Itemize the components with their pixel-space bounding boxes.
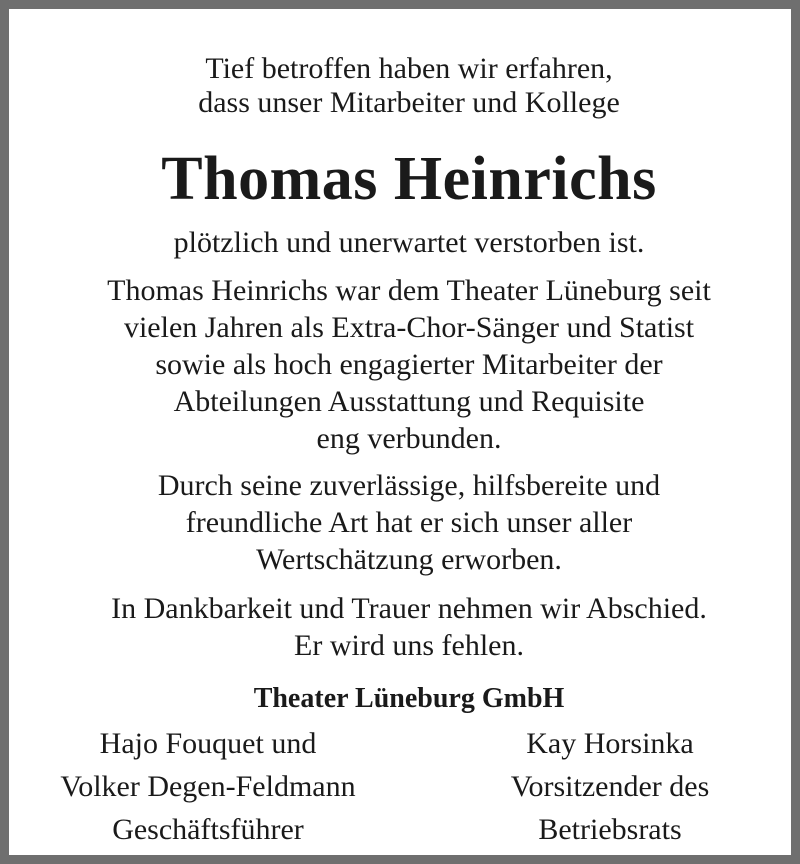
farewell-line: In Dankbarkeit und Trauer nehmen wir Abschied.: [111, 592, 707, 625]
farewell-line: Er wird uns fehlen.: [294, 629, 524, 662]
character-paragraph: [18, 467, 800, 578]
tribute-line: sowie als hoch engagierter Mitarbeiter der: [155, 348, 663, 381]
signatory-line: Volker Degen-Feldmann: [60, 770, 356, 803]
signatory-line: Vorsitzender des: [510, 770, 710, 803]
tribute-line: eng verbunden.: [316, 422, 502, 455]
passing-statement: [18, 224, 800, 261]
signatory-line: Hajo Fouquet und: [99, 727, 317, 760]
signatory-line: Geschäftsführer: [112, 813, 304, 846]
organization-name: Theater Lüneburg GmbH: [253, 683, 565, 714]
tribute-line: Abteilungen Ausstattung und Requisite: [173, 385, 645, 418]
intro-line: Tief betroffen haben wir erfahren,: [205, 52, 613, 85]
intro-line: dass unser Mitarbeiter und Kollege: [198, 86, 620, 119]
tribute-paragraph: [18, 272, 800, 457]
passing-line: plötzlich und unerwartet verstorben ist.: [173, 226, 645, 259]
tribute-line: Thomas Heinrichs war dem Theater Lüneburg seit: [107, 274, 711, 307]
signatory-line: Kay Horsinka: [526, 727, 694, 760]
intro-text: [18, 52, 800, 120]
character-line: Wertschätzung erworben.: [256, 543, 562, 576]
tribute-line: vielen Jahren als Extra-Chor-Sänger und Statist: [123, 311, 695, 344]
signatory-left: [18, 722, 398, 851]
character-line: freundliche Art hat er sich unser aller: [185, 506, 633, 539]
signatory-right: [420, 722, 800, 851]
deceased-name: Thomas Heinrichs: [161, 145, 657, 213]
signatory-line: Betriebsrats: [538, 813, 682, 846]
character-line: Durch seine zuverlässige, hilfsbereite und: [157, 469, 661, 502]
obituary-notice: [18, 18, 800, 864]
farewell-paragraph: [18, 590, 800, 664]
